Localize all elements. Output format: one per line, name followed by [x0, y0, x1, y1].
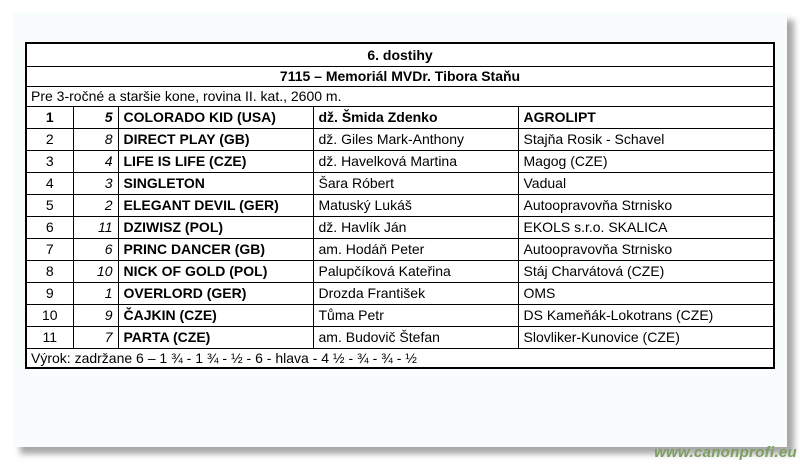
- rank-cell: 2: [26, 128, 73, 150]
- jockey-cell: Drozda František: [313, 282, 518, 304]
- horse-name-cell: OVERLORD (GER): [118, 282, 313, 304]
- horse-name-cell: DZIWISZ (POL): [118, 216, 313, 238]
- rank-cell: 9: [26, 282, 73, 304]
- verdict-row: [26, 348, 774, 368]
- jockey-cell: dž. Giles Mark-Anthony: [313, 128, 518, 150]
- watermark-url: www.canonprofi.eu: [654, 444, 797, 461]
- owner-cell: Stajňa Rosik - Schavel: [518, 128, 774, 150]
- owner-cell: Slovliker-Kunovice (CZE): [518, 326, 774, 348]
- start-number-cell: 4: [73, 150, 118, 172]
- owner-cell: DS Kameňák-Lokotrans (CZE): [518, 304, 774, 326]
- jockey-cell: am. Hodáň Peter: [313, 238, 518, 260]
- owner-cell: EKOLS s.r.o. SKALICA: [518, 216, 774, 238]
- table-row: [26, 216, 774, 238]
- horse-name-cell: DIRECT PLAY (GB): [118, 128, 313, 150]
- race-card-sheet: [13, 13, 787, 447]
- jockey-cell: dž. Havelková Martina: [313, 150, 518, 172]
- table-row: [26, 260, 774, 282]
- table-row: [26, 194, 774, 216]
- race-title-row: [26, 66, 774, 86]
- jockey-cell: dž. Šmida Zdenko: [313, 106, 518, 128]
- horse-name-cell: PARTA (CZE): [118, 326, 313, 348]
- results-body: [26, 106, 774, 348]
- owner-cell: OMS: [518, 282, 774, 304]
- horse-name-cell: LIFE IS LIFE (CZE): [118, 150, 313, 172]
- start-number-cell: 9: [73, 304, 118, 326]
- table-row: [26, 304, 774, 326]
- owner-cell: AGROLIPT: [518, 106, 774, 128]
- rank-cell: 4: [26, 172, 73, 194]
- table-row: [26, 172, 774, 194]
- horse-name-cell: PRINC DANCER (GB): [118, 238, 313, 260]
- jockey-cell: Matuský Lukáš: [313, 194, 518, 216]
- table-row: [26, 326, 774, 348]
- race-heading-row: [26, 43, 774, 66]
- race-conditions: Pre 3-ročné a staršie kone, rovina II. kat., 2600 m.: [26, 86, 774, 106]
- verdict-text: Výrok: zadržane 6 – 1 ¾ - 1 ¾ - ½ - 6 - hlava - 4 ½ - ¾ - ¾ - ½: [26, 348, 774, 368]
- jockey-cell: Šara Róbert: [313, 172, 518, 194]
- horse-name-cell: ČAJKIN (CZE): [118, 304, 313, 326]
- start-number-cell: 1: [73, 282, 118, 304]
- table-row: [26, 282, 774, 304]
- jockey-cell: Palupčíková Kateřina: [313, 260, 518, 282]
- horse-name-cell: COLORADO KID (USA): [118, 106, 313, 128]
- owner-cell: Vadual: [518, 172, 774, 194]
- horse-name-cell: NICK OF GOLD (POL): [118, 260, 313, 282]
- rank-cell: 1: [26, 106, 73, 128]
- rank-cell: 11: [26, 326, 73, 348]
- rank-cell: 5: [26, 194, 73, 216]
- owner-cell: Autoopravovňa Strnisko: [518, 194, 774, 216]
- horse-name-cell: ELEGANT DEVIL (GER): [118, 194, 313, 216]
- rank-cell: 7: [26, 238, 73, 260]
- table-row: [26, 238, 774, 260]
- start-number-cell: 8: [73, 128, 118, 150]
- jockey-cell: am. Budovič Štefan: [313, 326, 518, 348]
- table-row: [26, 106, 774, 128]
- table-row: [26, 128, 774, 150]
- horse-name-cell: SINGLETON: [118, 172, 313, 194]
- owner-cell: Autoopravovňa Strnisko: [518, 238, 774, 260]
- jockey-cell: Tůma Petr: [313, 304, 518, 326]
- start-number-cell: 3: [73, 172, 118, 194]
- rank-cell: 6: [26, 216, 73, 238]
- start-number-cell: 6: [73, 238, 118, 260]
- rank-cell: 10: [26, 304, 73, 326]
- table-row: [26, 150, 774, 172]
- race-heading: 6. dostihy: [26, 43, 774, 66]
- rank-cell: 3: [26, 150, 73, 172]
- owner-cell: Stáj Charvátová (CZE): [518, 260, 774, 282]
- race-conditions-row: [26, 86, 774, 106]
- jockey-cell: dž. Havlík Ján: [313, 216, 518, 238]
- owner-cell: Magog (CZE): [518, 150, 774, 172]
- race-title: 7115 – Memoriál MVDr. Tibora Staňu: [26, 66, 774, 86]
- start-number-cell: 2: [73, 194, 118, 216]
- start-number-cell: 11: [73, 216, 118, 238]
- rank-cell: 8: [26, 260, 73, 282]
- start-number-cell: 10: [73, 260, 118, 282]
- start-number-cell: 5: [73, 106, 118, 128]
- start-number-cell: 7: [73, 326, 118, 348]
- race-results-table: [25, 42, 775, 369]
